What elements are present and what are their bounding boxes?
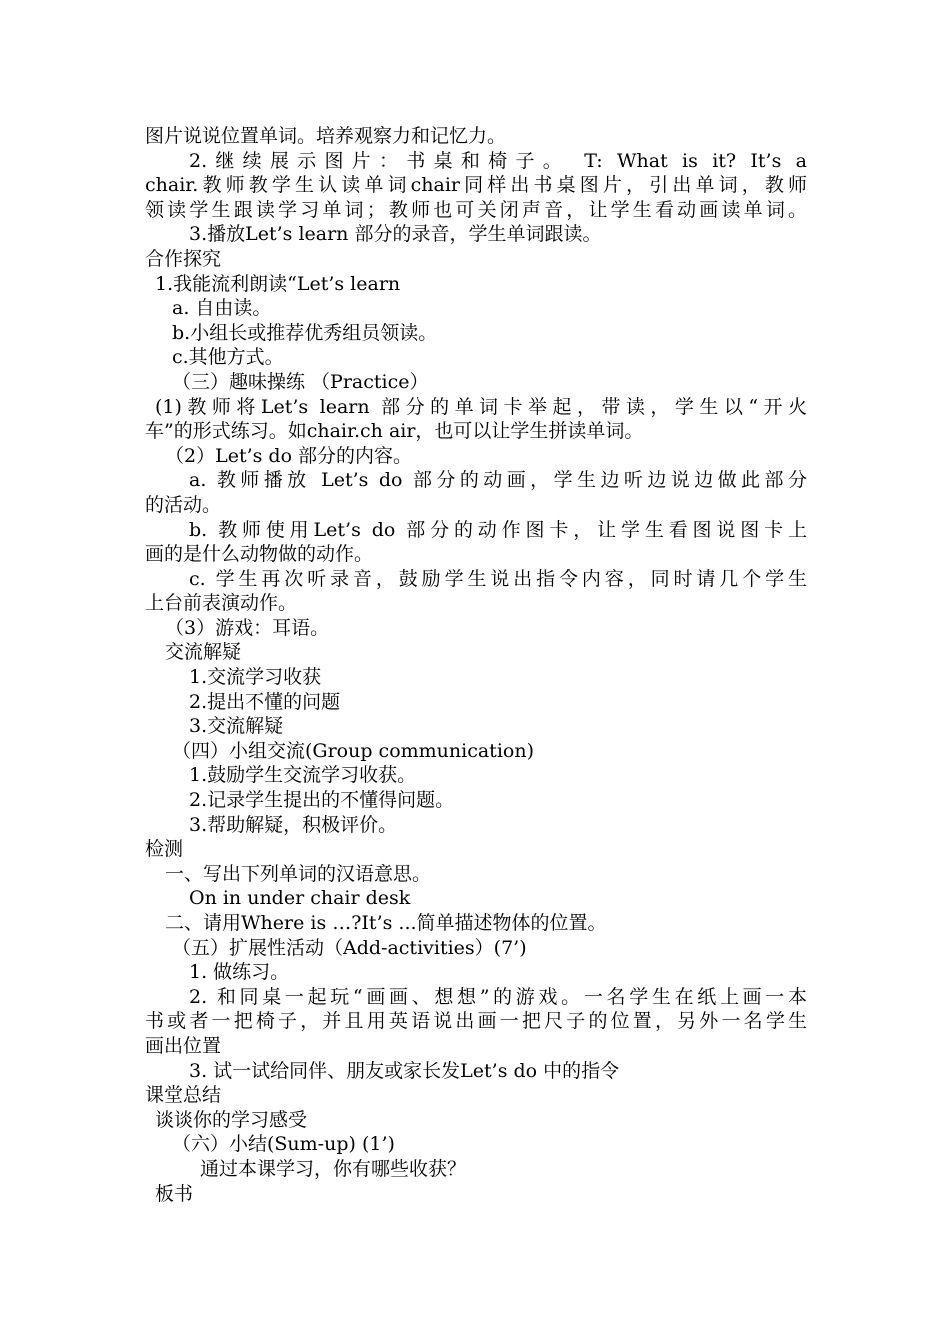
text-line: 书或者一把椅子，并且用英语说出画一把尺子的位置，另外一名学生 <box>145 1010 807 1033</box>
text-line: 画的是什么动物做的动作。 <box>145 543 374 566</box>
section-heading: （五）扩展性活动（Add-activities）(7’) <box>172 936 527 959</box>
text-line: 2.记录学生提出的不懂得问题。 <box>189 789 455 812</box>
text-line: 1. 做练习。 <box>189 961 290 984</box>
section-heading: （四）小组交流(Group communication) <box>172 739 534 762</box>
text-line: (1)教师将Let’s learn 部分的单词卡举起，带读，学生以“开火 <box>155 395 807 418</box>
section-heading: 交流解疑 <box>165 641 242 664</box>
text-line: （2）Let’s do 部分的内容。 <box>165 444 413 467</box>
text-line: On in under chair desk <box>189 887 411 910</box>
text-line: 的活动。 <box>145 493 222 516</box>
text-line: chair.教师教学生认读单词chair同样出书桌图片，引出单词，教师 <box>145 174 807 197</box>
text-line: 上台前表演动作。 <box>145 592 298 615</box>
text-line: b.小组长或推荐优秀组员领读。 <box>172 321 438 344</box>
text-line: 1.交流学习收获 <box>189 666 322 689</box>
section-heading: 合作探究 <box>145 247 222 270</box>
document-body <box>0 124 950 1206</box>
text-line: 通过本课学习，你有哪些收获？ <box>200 1157 467 1180</box>
text-line: 图片说说位置单词。培养观察力和记忆力。 <box>145 125 507 147</box>
text-line: 领读学生跟读学习单词；教师也可关闭声音，让学生看动画读单词。 <box>145 198 807 221</box>
text-line: 画出位置 <box>145 1034 222 1057</box>
text-line: 1.我能流利朗读“Let’s learn <box>155 272 401 295</box>
text-line: 1.鼓励学生交流学习收获。 <box>189 764 417 787</box>
text-line: 谈谈你的学习感受 <box>155 1108 308 1131</box>
text-line: 2. 和同桌一起玩“画画、想想”的游戏。一名学生在纸上画一本 <box>189 985 807 1008</box>
section-heading: （三）趣味操练 （Practice） <box>172 370 429 393</box>
text-line: c.其他方式。 <box>172 346 284 369</box>
text-line: （3）游戏：耳语。 <box>165 616 330 639</box>
text-line: a. 自由读。 <box>172 297 272 320</box>
text-line: b. 教师使用Let’s do 部分的动作图卡，让学生看图说图卡上 <box>189 518 807 541</box>
text-line: 一、写出下列单词的汉语意思。 <box>165 862 432 885</box>
text-line: 3.帮助解疑，积极评价。 <box>189 813 398 836</box>
text-line: 二、请用Where is …?It’s ...简单描述物体的位置。 <box>165 912 607 934</box>
text-line: c. 学生再次听录音，鼓励学生说出指令内容，同时请几个学生 <box>189 567 807 590</box>
text-line: 3.播放Let’s learn 部分的录音，学生单词跟读。 <box>189 223 602 246</box>
text-line: 3.交流解疑 <box>189 715 284 738</box>
section-heading: 板书 <box>155 1182 194 1205</box>
text-line: 车”的形式练习。如chair.ch air，也可以让学生拼读单词。 <box>145 420 644 443</box>
text-line: 2.提出不懂的问题 <box>189 690 341 713</box>
section-heading: （六）小结(Sum-up) (1’) <box>172 1133 395 1156</box>
section-heading: 课堂总结 <box>145 1084 222 1107</box>
text-line: 2.继续展示图片：书桌和椅子。 T: What is it? It’s a <box>189 149 807 172</box>
section-heading: 检测 <box>145 838 184 861</box>
text-line: 3. 试一试给同伴、朋友或家长发Let’s do 中的指令 <box>189 1059 620 1082</box>
text-line: a. 教师播放 Let’s do 部分的动画，学生边听边说边做此部分 <box>189 469 807 492</box>
